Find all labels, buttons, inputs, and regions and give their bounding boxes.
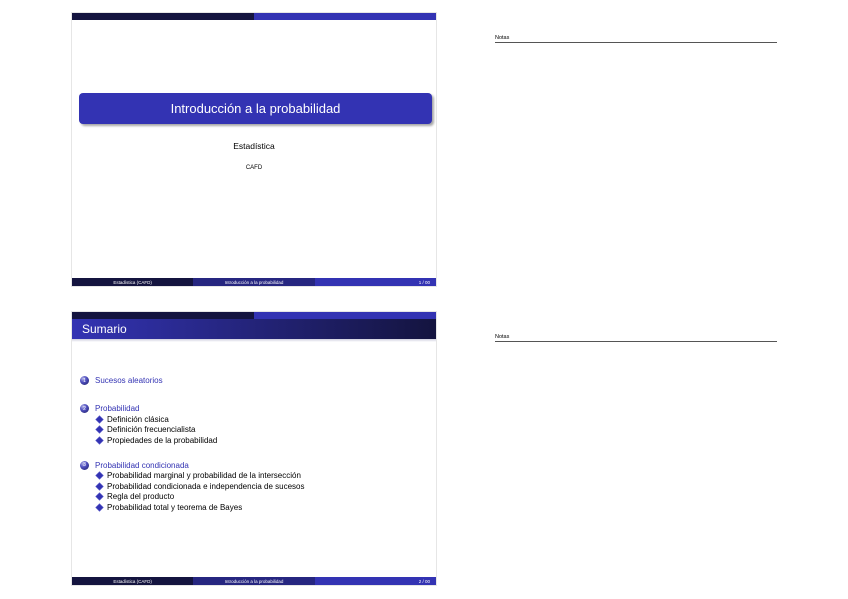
presentation-title: Introducción a la probabilidad xyxy=(170,101,341,116)
footer-page-number: 2 / 00 xyxy=(315,577,436,585)
notes-area-2 xyxy=(495,334,777,340)
section-number-ball-icon: 1 xyxy=(80,376,89,385)
toc-subsection-label: Propiedades de la probabilidad xyxy=(107,435,218,445)
diamond-bullet-icon xyxy=(96,472,103,479)
diamond-bullet-icon xyxy=(96,416,103,423)
notes-area-1 xyxy=(495,35,777,41)
notes-label: Notas xyxy=(495,35,510,41)
toc-subsection[interactable] xyxy=(97,481,430,492)
toc-subsection-label: Regla del producto xyxy=(107,492,175,502)
toc-subsection-label: Probabilidad condicionada e independencia de sucesos xyxy=(107,481,305,491)
slide-footer xyxy=(72,278,436,286)
frame-title-bar xyxy=(72,319,436,339)
notes-rule xyxy=(495,42,777,43)
diamond-bullet-icon xyxy=(96,504,103,511)
toc-subsection[interactable] xyxy=(97,502,430,513)
footer-author: Estadística (CAFD) xyxy=(72,278,193,286)
presentation-author: CAFD xyxy=(245,165,263,171)
slide-title-page xyxy=(71,12,437,287)
diamond-bullet-icon xyxy=(96,437,103,444)
toc-subsection[interactable] xyxy=(97,425,430,436)
toc-subsection-label: Definición clásica xyxy=(107,414,169,424)
notes-rule xyxy=(495,341,777,342)
toc-section[interactable] xyxy=(80,460,430,471)
toc-section-label: Probabilidad condicionada xyxy=(95,460,189,470)
presentation-subtitle: Estadística xyxy=(233,141,275,151)
toc-subsection-label: Probabilidad total y teorema de Bayes xyxy=(107,502,243,512)
toc-subsection-label: Probabilidad marginal y probabilidad de la intersección xyxy=(107,471,301,481)
toc-subsection[interactable] xyxy=(97,471,430,482)
footer-page-number: 1 / 00 xyxy=(315,278,436,286)
diamond-bullet-icon xyxy=(96,483,103,490)
frame-title-shadow xyxy=(72,339,436,342)
table-of-contents xyxy=(80,375,430,513)
slide-outline xyxy=(71,311,437,586)
footer-title: Introducción a la probabilidad xyxy=(193,278,314,286)
diamond-bullet-icon xyxy=(96,426,103,433)
frame-title: Sumario xyxy=(72,319,436,339)
toc-subsection-label: Definición frecuencialista xyxy=(107,425,196,435)
footer-title: Introducción a la probabilidad xyxy=(193,577,314,585)
notes-label: Notas xyxy=(495,334,510,340)
presentation-title-box xyxy=(79,93,432,124)
footer-author: Estadística (CAFD) xyxy=(72,577,193,585)
toc-subsection[interactable] xyxy=(97,414,430,425)
toc-section-label: Sucesos aleatorios xyxy=(95,376,163,385)
diamond-bullet-icon xyxy=(96,493,103,500)
toc-section-label: Probabilidad xyxy=(95,404,140,413)
toc-section[interactable] xyxy=(80,375,430,386)
section-number-ball-icon: 3 xyxy=(80,461,89,470)
toc-section[interactable] xyxy=(80,403,430,414)
slide-footer xyxy=(72,577,436,585)
slide-top-bar xyxy=(72,13,436,20)
slide-top-bar xyxy=(72,312,436,319)
section-number-ball-icon: 2 xyxy=(80,404,89,413)
toc-subsection[interactable] xyxy=(97,492,430,503)
toc-subsection[interactable] xyxy=(97,435,430,446)
